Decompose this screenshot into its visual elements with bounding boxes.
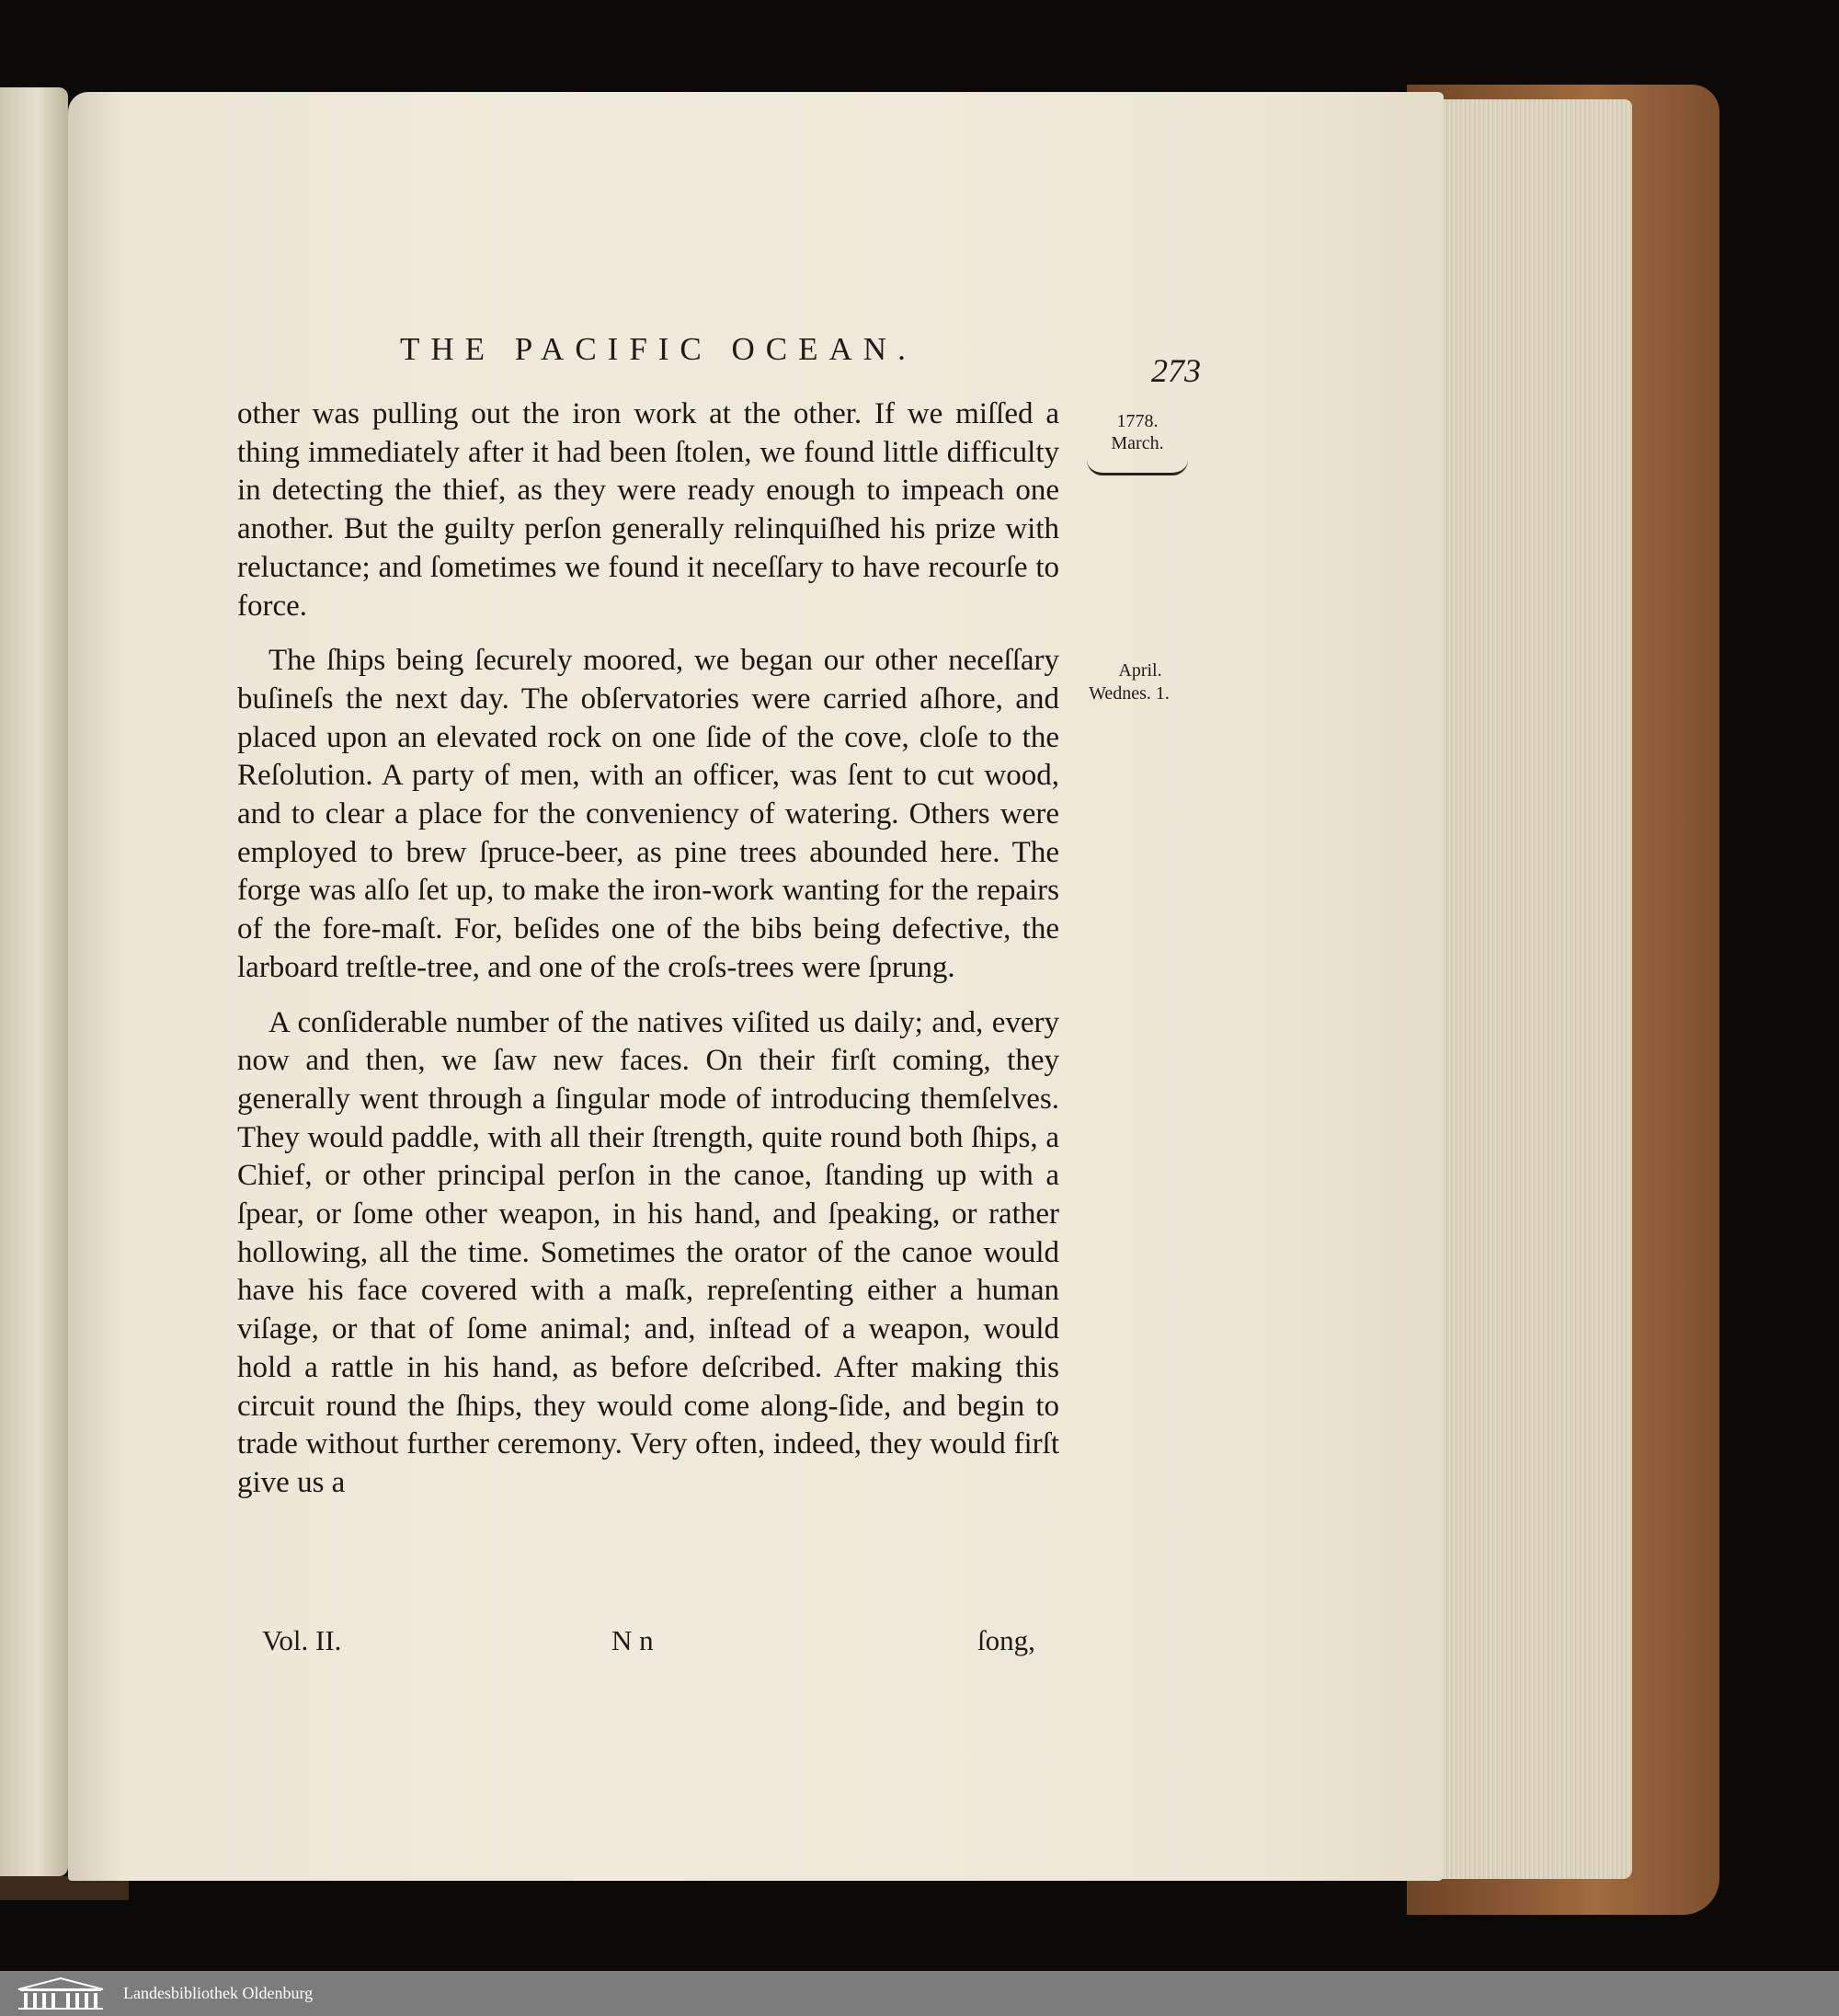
paragraph-2: The ſhips being ſecurely moored, we began our other neceſſary buſineſs the next day. The obſervatories were carried aſhore, and placed upon an elevated rock on one ſide of the cove, cloſe to the Reſolution. A party of men, with an officer, was ſent to cut wood, and to clear a place for the conveniency of watering. Others were employed to brew ſpruce-beer, as pine trees abounded here. The forge was alſo ſet up, to make the iron-work wanting for the repairs of the fore-maſt. For, beſides one of the bibs being defective, the larboard treſtle-tree, and one of the croſs-trees were ſprung. (237, 644, 1059, 984)
page-block-edge (1430, 99, 1632, 1879)
signature-mark: N n (611, 1624, 654, 1656)
paragraph-3: A conſiderable number of the natives viſited us daily; and, every now and then, we ſaw new faces. On their firſt coming, they generally went through a ſingular mode of introducing themſelves. They would paddle, with all their ſtrength, quite round both ſhips, a Chief, or other principal perſon in the canoe, ſtanding up with a ſpear, or ſome other weapon, in his hand, and ſpeaking, or rather hollowing, all the time. Sometimes the orator of the canoe would have his face covered with a maſk, repreſenting either a human viſage, or that of ſome animal; and, inſtead of a weapon, would hold a rattle in his hand, as before deſcribed. After making this circuit round the ſhips, they would come along-ſide, and begin to trade without further ceremony. Very often, indeed, they would firſt give us a (237, 1005, 1059, 1499)
margin-note-month: March. (1111, 433, 1164, 453)
paragraph-1: other was pulling out the iron work at the other. If we miſſed a thing immediately after it had been ſtolen, we found little difficulty in detecting the thief, as they were ready enough to impeach one another. But the guilty perſon generally relinquiſhed his prize with reluctance; and ſometimes we found it neceſſary to have recourſe to force. (237, 397, 1059, 623)
body-text (237, 395, 1059, 1503)
page-footer-line (262, 1624, 1053, 1661)
page-number: 273 (1151, 352, 1201, 389)
footer-bar (0, 1971, 1839, 2016)
margin-note-april: April. (1118, 660, 1162, 681)
volume-label: Vol. II. (262, 1624, 342, 1656)
margin-note-year: 1778. (1116, 411, 1159, 431)
running-head: THE PACIFIC OCEAN. (400, 331, 917, 367)
margin-brace (1087, 460, 1188, 475)
catchword: ſong, (977, 1624, 1035, 1656)
margin-note-day: Wednes. 1. (1089, 683, 1170, 704)
library-name: Landesbibliothek Oldenburg (123, 1984, 314, 2002)
library-logo-icon (13, 1976, 109, 2011)
left-page-edge (0, 87, 68, 1876)
